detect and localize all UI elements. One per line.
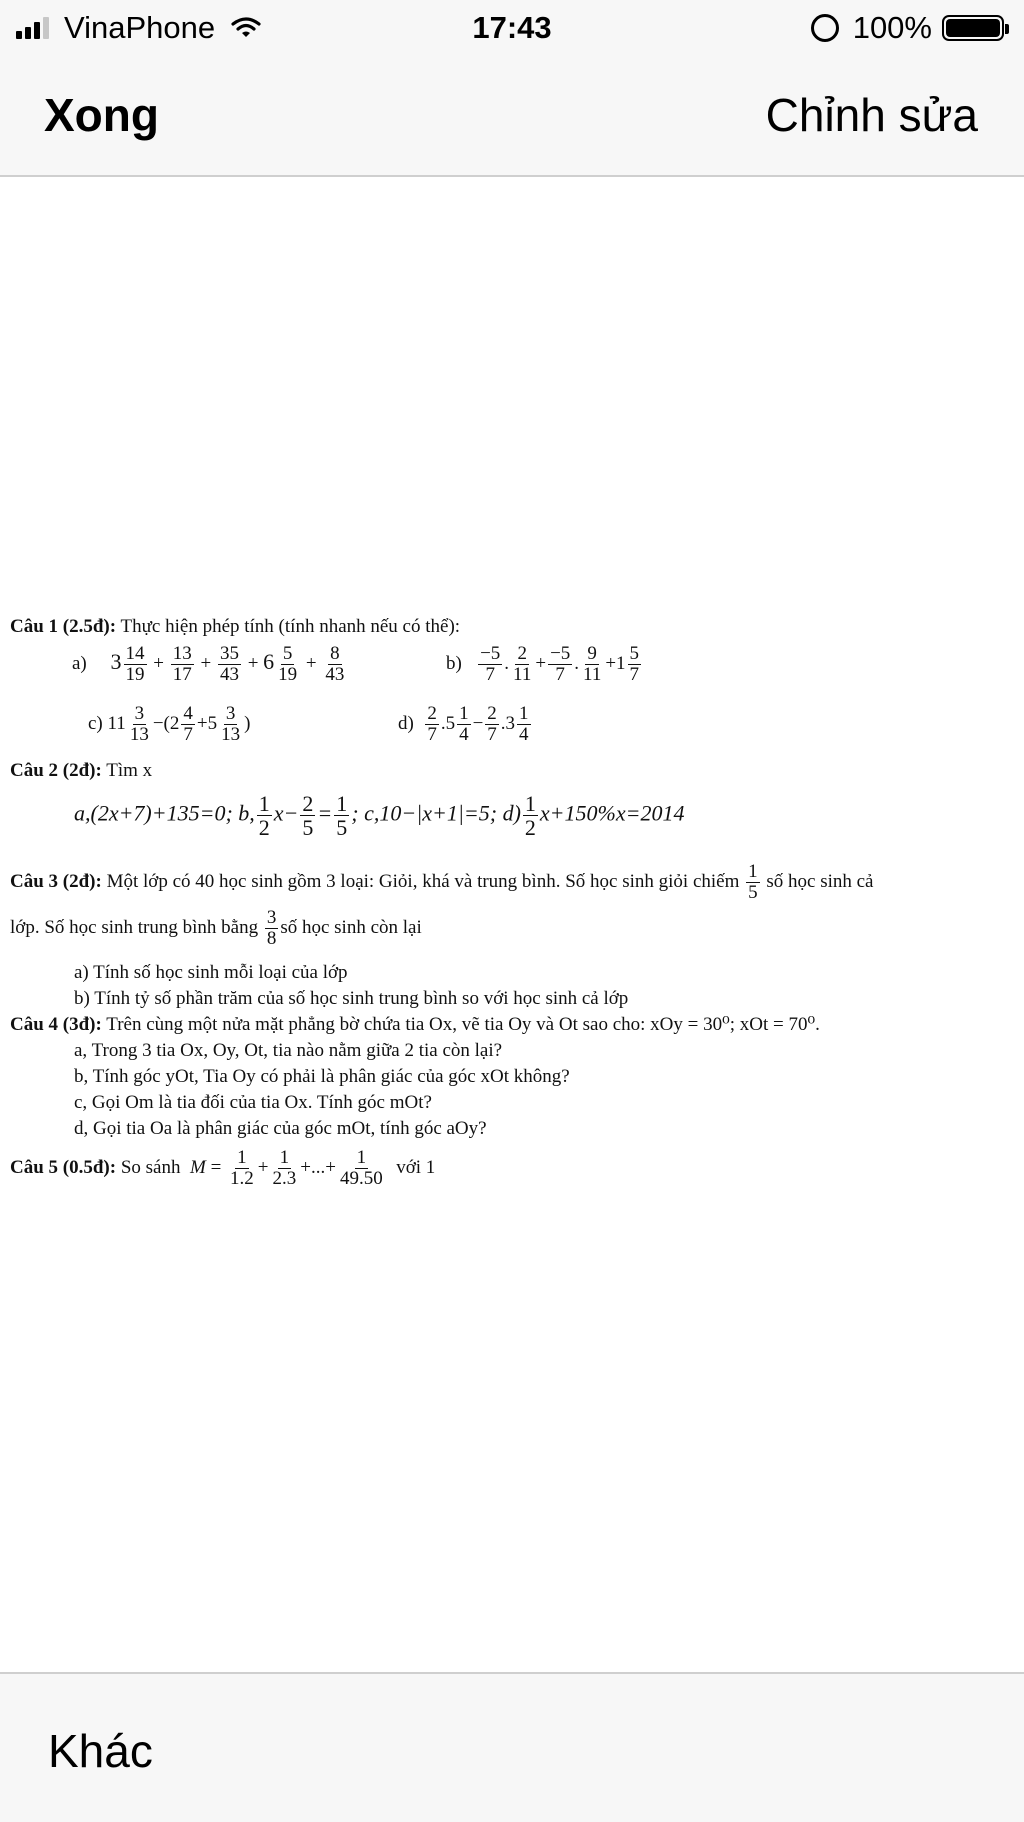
bottom-toolbar: [0, 1672, 1024, 1822]
q1-c-label: c): [88, 712, 103, 734]
status-right: [811, 10, 1004, 46]
q1-b-label: b): [446, 652, 462, 674]
battery-percent: 100%: [852, 10, 932, 45]
other-button[interactable]: Khác: [48, 1725, 153, 1777]
q3-label: Câu 3 (2đ):: [10, 870, 102, 892]
q2-label: Câu 2 (2đ):: [10, 760, 102, 781]
q5-heading: Câu 5 (0.5đ): So sánh M = $\frac{1}{1.2}$ + $\frac{1}{2.3}$ +...+ $\frac{1}{49.50}$ với 1: [10, 1147, 436, 1189]
q3-heading: Câu 3 (2đ): Một lớp có 40 học sinh gồm 3 loại: Giỏi, khá và trung bình. Số học sinh giỏi chiếm $\frac{1}{5}$ số học sinh cả: [10, 861, 874, 903]
q4-heading: [10, 1014, 820, 1037]
q2-heading: [10, 760, 152, 783]
q5-text: So sánh: [120, 1156, 181, 1178]
q1-heading: [10, 616, 460, 639]
q4-text: Trên cùng một nửa mặt phẳng bờ chứa tia Ox, vẽ tia Oy và Ot sao cho: xOy = 30⁰; xOt = 70⁰.: [106, 1014, 820, 1035]
battery-icon: [942, 15, 1004, 41]
edit-button[interactable]: Chỉnh sửa: [765, 89, 978, 141]
q1-a-expression: a) 3 $\frac{14}{19}$ + $\frac{13}{17}$ + $\frac{35}{43}$ + 6 $\frac{5}{19}$ + $\frac{8}{43}$: [72, 643, 345, 685]
q4-label: Câu 4 (3đ):: [10, 1014, 102, 1035]
q4-b: b, Tính góc yOt, Tia Oy có phải là phân giác của góc xOt không?: [74, 1066, 570, 1087]
top-bar: [0, 0, 1024, 177]
q3-text-end: số học sinh cả: [766, 870, 874, 892]
q2-text: Tìm x: [106, 760, 153, 781]
q3-line2-end: số học sinh còn lại: [280, 916, 422, 938]
q3-b: b) Tính tỷ số phần trăm của số học sinh trung bình so với học sinh cả lớp: [74, 988, 629, 1009]
q5-label: Câu 5 (0.5đ):: [10, 1156, 117, 1178]
q4-d: d, Gọi tia Oa là phân giác của góc mOt, tính góc aOy?: [74, 1118, 487, 1139]
q1-c-expression: c) 11 $\frac{3}{13}$ −(2 $\frac{4}{7}$ +5 $\frac{3}{13}$ ): [88, 703, 251, 745]
q1-b-expression: b) $\frac{-5}{7}$ . $\frac{2}{11}$ + $\frac{-5}{7}$ . $\frac{9}{11}$ +1 $\frac{5}{7}$: [446, 643, 640, 685]
q1-a-label: a): [72, 652, 87, 674]
q3-text: Một lớp có 40 học sinh gồm 3 loại: Giỏi, khá và trung bình. Số học sinh giỏi chiếm: [106, 870, 740, 892]
q1-d-expression: d) $\frac{2}{7}$ .5 $\frac{1}{4}$ − $\frac{2}{7}$ .3 $\frac{1}{4}$: [398, 703, 529, 745]
q1-d-label: d): [398, 712, 414, 734]
orientation-lock-icon: [811, 14, 839, 42]
q4-c: c, Gọi Om là tia đối của tia Ox. Tính góc mOt?: [74, 1092, 432, 1113]
status-time: 17:43: [472, 10, 552, 45]
q1-label: Câu 1 (2.5đ):: [10, 616, 117, 637]
nav-bar: [0, 70, 1024, 160]
q3-line2-start: lớp. Số học sinh trung bình bằng: [10, 916, 259, 938]
q4-a: a, Trong 3 tia Ox, Oy, Ot, tia nào nằm giữa 2 tia còn lại?: [74, 1040, 503, 1061]
q2-equations: a,(2x+7)+135=0; b, $\frac{1}{2}$ x− $\frac{2}{5}$ = $\frac{1}{5}$ ; c,10−|x+1|=5; d) $\frac{1}{2}$ x+150%x=2014: [74, 791, 685, 841]
carrier-name: VinaPhone: [64, 10, 216, 45]
q5-end: với 1: [396, 1156, 436, 1178]
q3-a: a) Tính số học sinh mỗi loại của lớp: [74, 962, 348, 983]
q3-line2: lớp. Số học sinh trung bình bằng $\frac{3}{8}$ số học sinh còn lại: [10, 907, 422, 949]
done-button[interactable]: Xong: [44, 89, 159, 141]
q1-text: Thực hiện phép tính (tính nhanh nếu có thể):: [120, 616, 461, 637]
status-bar: [0, 0, 1024, 56]
